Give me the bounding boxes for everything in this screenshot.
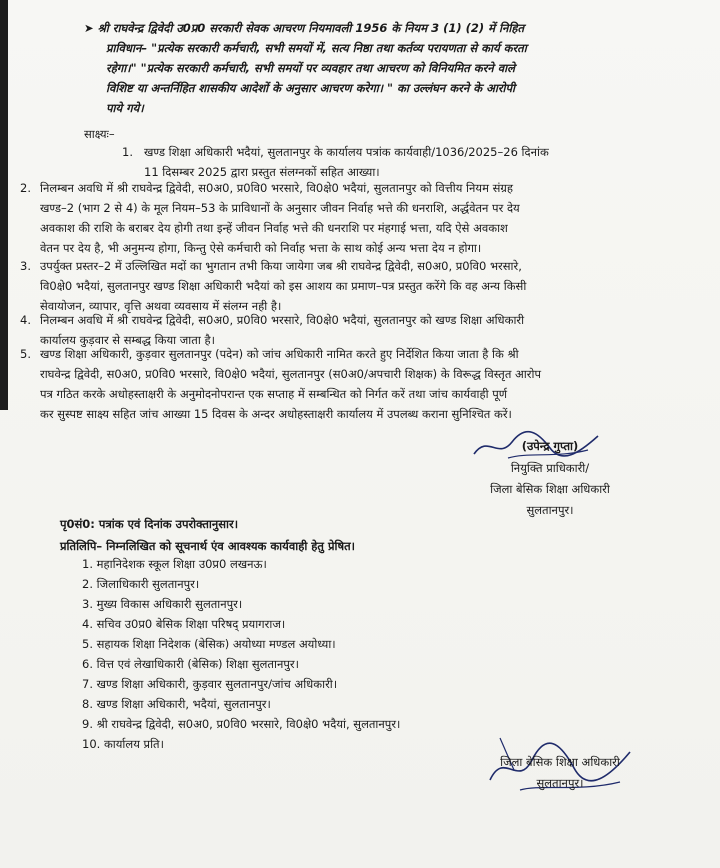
list-item: 2. जिलाधिकारी सुलतानपुर।: [82, 577, 200, 591]
list-item: 6. वित्त एवं लेखाधिकारी (बेसिक) शिक्षा सुलतानपुर।: [82, 657, 299, 671]
point-number: 4.: [20, 313, 31, 327]
list-item: 5. सहायक शिक्षा निदेशक (बेसिक) अयोध्या मण्डल अयोध्या।: [82, 637, 336, 651]
point-number: 3.: [20, 259, 31, 273]
copy-heading: प्रतिलिपि– निम्नलिखित को सूचनार्थ एंव आवश्यक कार्यवाही हेतु प्रेषित।: [60, 539, 356, 553]
arrow-marker-icon: ➤: [84, 21, 94, 35]
point-number: 2.: [20, 181, 31, 195]
list-item: 4. सचिव उ0प्र0 बेसिक शिक्षा परिषद् प्रयागराज।: [82, 617, 286, 631]
final-signatory-block: जिला बेसिक शिक्षा अधिकारी सुलतानपुर।: [500, 755, 620, 790]
point-paragraph: खण्ड शिक्षा अधिकारी, कुड़वार सुलतानपुर (पदेन) को जांच अधिकारी नामित करते हुए निर्देशित किया जाता है कि श्री राघवेन्द्र द्विवेदी, स0अ0, प्र0वि0 भरसारे, वि0क्षे0 भदैयां, सुलतानपुर (स0अ0/अपचारी शिक्षक) के विरूद्ध विस्तृत आरोप पत्र गठित करके अधोहस्ताक्षरी के अनुमोदनोपरान्त एक सप्ताह में सम्बन्धित को निर्गत करें तथा जांच कार्यवाही पूर्ण कर सुस्पष्ट साक्ष्य सहित जांच आख्या 15 दिवस के अन्दर अधोहस्ताक्षरी कार्यालय में उपलब्ध कराना सुनिश्चित करें।: [40, 347, 541, 421]
evidence-text: खण्ड शिक्षा अधिकारी भदैयां, सुलतानपुर के कार्यालय पत्रांक कार्यवाही/1036/2025–26 दिनांक 11 दिसम्बर 2025 द्वारा प्रस्तुत संलग्नकों सहित आख्या।: [144, 145, 549, 179]
evidence-heading: साक्ष्यः–: [84, 127, 115, 141]
allegation-line: पाये गये।: [106, 101, 144, 115]
signatory-block: नियुक्ति प्राधिकारी/ जिला बेसिक शिक्षा अधिकारी सुलतानपुर।: [490, 461, 610, 517]
list-item: 1. महानिदेशक स्कूल शिक्षा उ0प्र0 लखनऊ।: [82, 557, 267, 571]
point-paragraph: उपर्युक्त प्रस्तर–2 में उल्लिखित मदों का भुगतान तभी किया जायेगा जब श्री राघवेन्द्र द्विवेदी, स0अ0, प्र0वि0 भरसारे, वि0क्षे0 भदैयां, सुलतानपुर खण्ड शिक्षा अधिकारी भदैयां को इस आशय का प्रमाण–पत्र प्रस्तुत करेंगे कि वह अन्य किसी सेवायोजन, व्यापार, वृत्ति अथवा व्यवसाय में संलग्न नही है।: [40, 259, 527, 313]
list-item: 3. मुख्य विकास अधिकारी सुलतानपुर।: [82, 597, 243, 611]
allegation-line: विशिष्ट या अन्तर्निहित शासकीय आदेशों के अनुसार आचरण करेगा। " का उल्लंघन करने के आरोपी: [106, 81, 516, 95]
point-paragraph: निलम्बन अवधि में श्री राघवेन्द्र द्विवेदी, स0अ0, प्र0वि0 भरसारे, वि0क्षे0 भदैयां, सुलतानपुर को वित्तीय नियम संग्रह खण्ड–2 (भाग 2 से 4) के मूल नियम–53 के प्राविधानों के अनुसार जीवन निर्वाह भत्ते की धनराशि, अर्द्धवेतन पर देय अवकाश की राशि के बराबर देय होगी तथा इन्हें जीवन निर्वाह भत्ते की धनराशि पर मंहगाई भत्ता, यदि ऐसे अवकाश वेतन पर देय है, भी अनुमन्य होगा, किन्तु ऐसे कर्मचारी को निर्वाह भत्ता के साथ कोई अन्य भत्ता देय न होगा।: [40, 181, 520, 255]
list-item: 10. कार्यालय प्रति।: [82, 737, 164, 751]
allegation-line: ➤ श्री राघवेन्द्र द्विवेदी उ0प्र0 सरकारी सेवक आचरण नियमावली 1956 के नियम 3 (1) (2) में निहित: [84, 21, 525, 35]
list-item: 7. खण्ड शिक्षा अधिकारी, कुड़वार सुलतानपुर/जांच अधिकारी।: [82, 677, 338, 691]
scan-left-edge: [0, 0, 8, 410]
signatory-name: (उपेन्द्र गुप्ता): [521, 439, 579, 453]
evidence-number: 1.: [122, 145, 133, 159]
allegation-line: प्राविधान– "प्रत्येक सरकारी कर्मचारी, सभी समयों में, सत्य निष्ठा तथा कर्तव्य परायणता से कार्य करता: [106, 41, 527, 55]
allegation-paragraph: [84, 18, 704, 118]
reference-line: पृ0सं0: पत्रांक एवं दिनांक उपरोक्तानुसार।: [60, 517, 239, 531]
list-item: 9. श्री राघवेन्द्र द्विवेदी, स0अ0, प्र0वि0 भरसारे, वि0क्षे0 भदैयां, सुलतानपुर।: [82, 717, 401, 731]
list-item: 8. खण्ड शिक्षा अधिकारी, भदैयां, सुलतानपुर।: [82, 697, 271, 711]
allegation-line: रहेगा।" "प्रत्येक सरकारी कर्मचारी, सभी समयों पर व्यवहार तथा आचरण को विनियमित करने वाले: [106, 61, 515, 75]
point-paragraph: निलम्बन अवधि में श्री राघवेन्द्र द्विवेदी, स0अ0, प्र0वि0 भरसारे, वि0क्षे0 भदैयां, सुलतानपुर को खण्ड शिक्षा अधिकारी कार्यालय कुड़वार से सम्बद्ध किया जाता है।: [40, 313, 525, 347]
point-number: 5.: [20, 347, 31, 361]
